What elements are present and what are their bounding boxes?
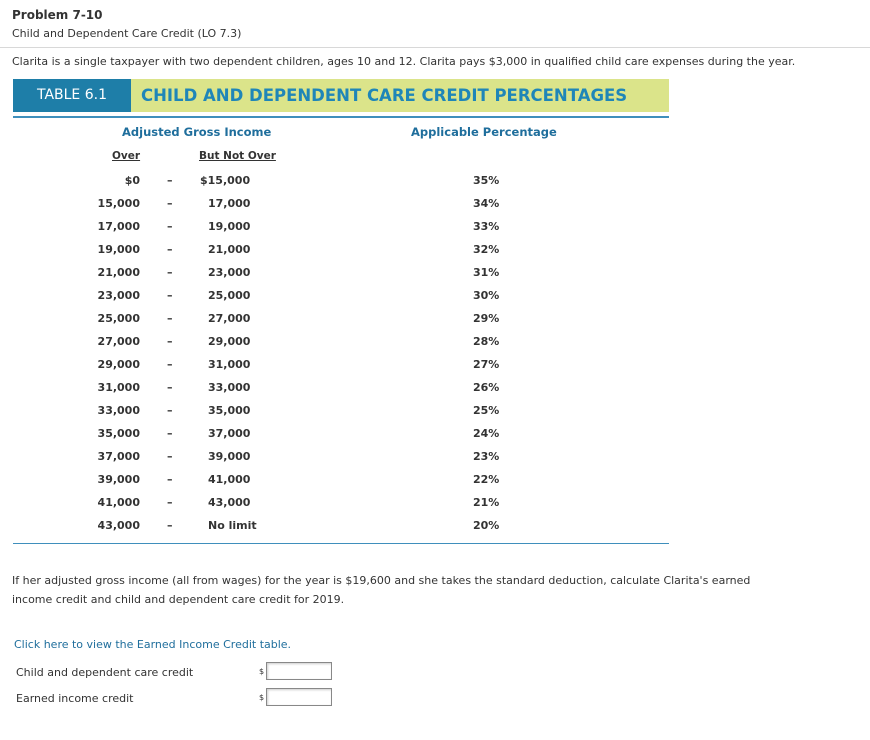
agi-over-cell: 37,000 (97, 450, 140, 463)
table-row (0, 283, 700, 306)
table-row (0, 444, 700, 467)
range-dash: – (167, 404, 173, 417)
agi-not-over-cell: 21,000 (208, 243, 251, 256)
range-dash: – (167, 473, 173, 486)
agi-not-over-cell: 37,000 (208, 427, 251, 440)
percentage-cell: 27% (473, 358, 500, 371)
subheader-over: Over (112, 150, 141, 162)
percentage-cell: 34% (473, 197, 500, 210)
agi-not-over-cell: 17,000 (208, 197, 251, 210)
range-dash: – (167, 450, 173, 463)
percentage-cell: 25% (473, 404, 500, 417)
table-row (0, 329, 700, 352)
percentage-cell: 20% (473, 519, 500, 532)
agi-over-cell: 17,000 (97, 220, 140, 233)
agi-over-cell: 39,000 (97, 473, 140, 486)
percentage-cell: 31% (473, 266, 500, 279)
agi-not-over-cell: 19,000 (208, 220, 251, 233)
table-row (0, 260, 700, 283)
agi-over-cell: 33,000 (97, 404, 140, 417)
percentage-cell: 33% (473, 220, 500, 233)
agi-over-cell: 27,000 (97, 335, 140, 348)
percentage-cell: 21% (473, 496, 500, 509)
agi-not-over-cell: 43,000 (208, 496, 251, 509)
agi-over-cell: 29,000 (97, 358, 140, 371)
agi-not-over-cell: 41,000 (208, 473, 251, 486)
table-row (0, 421, 700, 444)
problem-intro: Clarita is a single taxpayer with two dependent children, ages 10 and 12. Clarita pays $3,000 in qualified child care expenses during the year. (12, 55, 796, 68)
agi-not-over-cell: 25,000 (208, 289, 251, 302)
table-row (0, 352, 700, 375)
agi-not-over-cell: 31,000 (208, 358, 251, 371)
range-dash: – (167, 335, 173, 348)
table-number-label: TABLE 6.1 (13, 79, 131, 112)
table-row (0, 306, 700, 329)
percentage-cell: 24% (473, 427, 500, 440)
question-paragraph: If her adjusted gross income (all from wages) for the year is $19,600 and she takes the standard deduction, calculate Clarita's earned income credit and child and dependent care credit for 2019. (12, 574, 751, 606)
percentage-cell: 29% (473, 312, 500, 325)
table-top-rule (13, 116, 669, 118)
range-dash: – (167, 266, 173, 279)
agi-over-cell: 41,000 (97, 496, 140, 509)
percentage-cell: 32% (473, 243, 500, 256)
percentage-cell: 23% (473, 450, 500, 463)
agi-not-over-cell: $15,000 (200, 174, 251, 187)
table-row (0, 490, 700, 513)
cdcc-label: Child and dependent care credit (16, 666, 194, 679)
agi-over-cell: 19,000 (97, 243, 140, 256)
problem-subtitle: Child and Dependent Care Credit (LO 7.3) (12, 27, 242, 40)
table-row (0, 375, 700, 398)
agi-not-over-cell: 27,000 (208, 312, 251, 325)
range-dash: – (167, 220, 173, 233)
range-dash: – (167, 197, 173, 210)
range-dash: – (167, 312, 173, 325)
range-dash: – (167, 427, 173, 440)
percentage-cell: 26% (473, 381, 500, 394)
eic-input[interactable] (266, 688, 332, 706)
agi-not-over-cell: No limit (208, 519, 257, 532)
range-dash: – (167, 496, 173, 509)
header-applicable-percentage: Applicable Percentage (411, 125, 557, 139)
table-row (0, 513, 700, 536)
agi-over-cell: $0 (124, 174, 140, 187)
range-dash: – (167, 358, 173, 371)
table-row (0, 398, 700, 421)
agi-not-over-cell: 23,000 (208, 266, 251, 279)
range-dash: – (167, 519, 173, 532)
problem-title: Problem 7-10 (12, 8, 103, 22)
cdcc-input[interactable] (266, 662, 332, 680)
currency-symbol: $ (259, 693, 265, 702)
agi-not-over-cell: 35,000 (208, 404, 251, 417)
table-row (0, 214, 700, 237)
agi-not-over-cell: 29,000 (208, 335, 251, 348)
table-row (0, 168, 700, 191)
table-bottom-rule (13, 543, 669, 544)
table-row (0, 467, 700, 490)
agi-over-cell: 35,000 (97, 427, 140, 440)
agi-not-over-cell: 39,000 (208, 450, 251, 463)
percentage-cell: 22% (473, 473, 500, 486)
header-adjusted-gross-income: Adjusted Gross Income (122, 125, 272, 139)
table-row (0, 237, 700, 260)
percentage-cell: 35% (473, 174, 500, 187)
range-dash: – (167, 243, 173, 256)
agi-over-cell: 43,000 (97, 519, 140, 532)
table-row (0, 191, 700, 214)
eic-label: Earned income credit (16, 692, 134, 705)
agi-over-cell: 23,000 (97, 289, 140, 302)
table-body (0, 168, 700, 536)
agi-not-over-cell: 33,000 (208, 381, 251, 394)
eic-table-link[interactable]: Click here to view the Earned Income Credit table. (14, 638, 292, 651)
agi-over-cell: 31,000 (97, 381, 140, 394)
percentage-cell: 30% (473, 289, 500, 302)
agi-over-cell: 21,000 (97, 266, 140, 279)
range-dash: – (167, 381, 173, 394)
percentage-cell: 28% (473, 335, 500, 348)
range-dash: – (167, 174, 173, 187)
table-title-banner (131, 79, 669, 112)
agi-over-cell: 25,000 (97, 312, 140, 325)
table-title: CHILD AND DEPENDENT CARE CREDIT PERCENTAGES (141, 86, 628, 105)
subheader-but-not-over: But Not Over (199, 150, 276, 162)
range-dash: – (167, 289, 173, 302)
agi-over-cell: 15,000 (97, 197, 140, 210)
divider (0, 47, 870, 48)
currency-symbol: $ (259, 667, 265, 676)
